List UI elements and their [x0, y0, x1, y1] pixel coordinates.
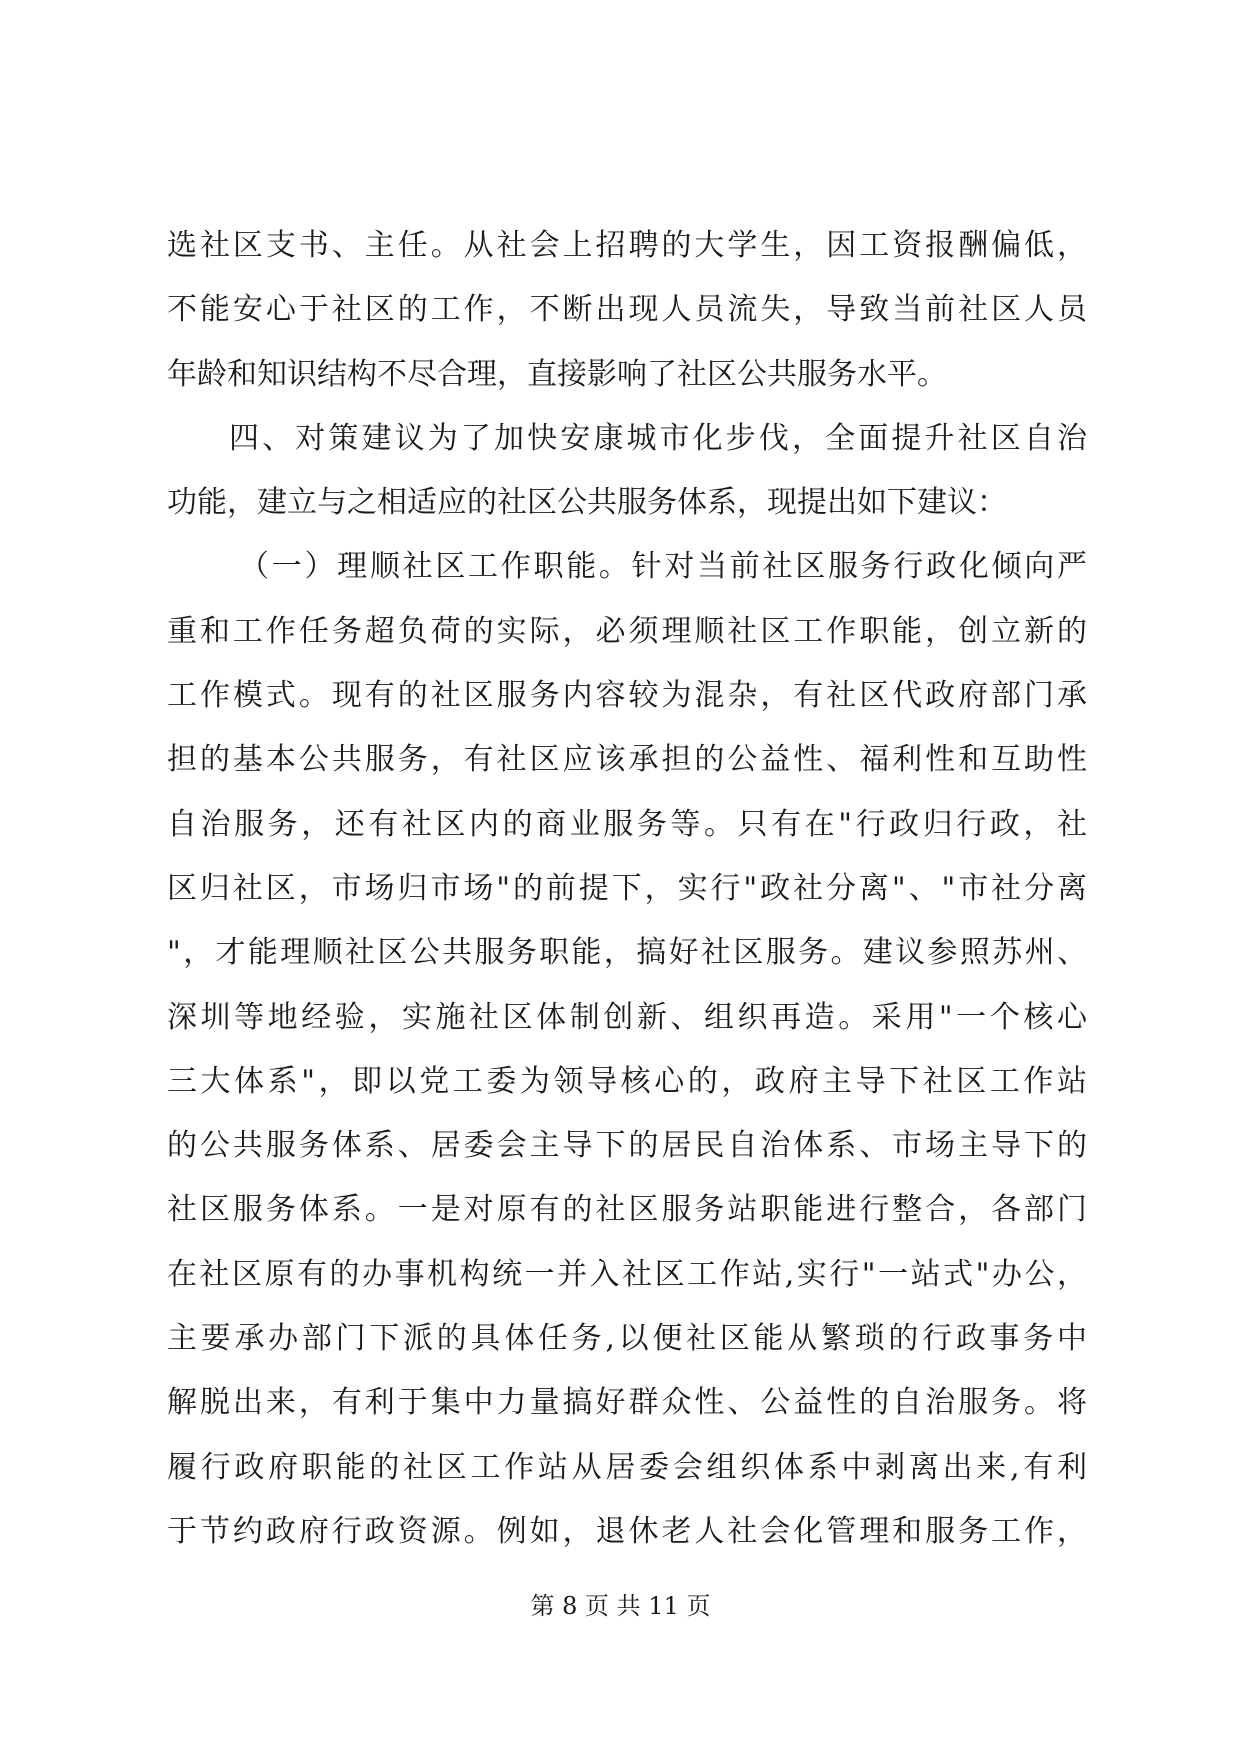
text-line: 自治服务，还有社区内的商业服务等。只有在"行政归行政，社 — [167, 806, 1087, 842]
text-line: 三大体系"，即以党工委为领导核心的，政府主导下社区工作站 — [167, 1063, 1087, 1099]
text-line: 区归社区，市场归市场"的前提下，实行"政社分离"、"市社分离 — [167, 870, 1087, 906]
subsection-heading-line: （一）理顺社区工作职能。针对当前社区服务行政化倾向严 — [239, 549, 1087, 585]
text-line: 担的基本公共服务，有社区应该承担的公益性、福利性和互助性 — [167, 742, 1087, 778]
text-line: 于节约政府行政资源。例如，退休老人社会化管理和服务工作， — [167, 1513, 1087, 1549]
text-line: 社区服务体系。一是对原有的社区服务站职能进行整合，各部门 — [167, 1192, 1087, 1228]
text-line: 工作模式。现有的社区服务内容较为混杂，有社区代政府部门承 — [167, 678, 1087, 714]
text-line: 不能安心于社区的工作，不断出现人员流失，导致当前社区人员 — [167, 292, 1087, 328]
text-line: 选社区支书、主任。从社会上招聘的大学生，因工资报酬偏低， — [167, 228, 1087, 263]
document-body — [167, 226, 1087, 1576]
text-line: 重和工作任务超负荷的实际，必须理顺社区工作职能，创立新的 — [167, 613, 1087, 649]
text-line: 年龄和知识结构不尽合理，直接影响了社区公共服务水平。 — [167, 356, 947, 392]
text-line: 履行政府职能的社区工作站从居委会组织体系中剥离出来,有利 — [167, 1449, 1087, 1485]
text-line: 的公共服务体系、居委会主导下的居民自治体系、市场主导下的 — [167, 1128, 1087, 1164]
text-line: 功能，建立与之相适应的社区公共服务体系，现提出如下建议： — [167, 485, 1007, 521]
text-line: "，才能理顺社区公共服务职能，搞好社区服务。建议参照苏州、 — [167, 935, 1087, 971]
text-line: 主要承办部门下派的具体任务,以便社区能从繁琐的行政事务中 — [167, 1321, 1087, 1357]
page-footer — [0, 1591, 1241, 1621]
text-line: 深圳等地经验，实施社区体制创新、组织再造。采用"一个核心 — [167, 999, 1087, 1035]
text-line: 在社区原有的办事机构统一并入社区工作站,实行"一站式"办公， — [167, 1256, 1087, 1292]
page-indicator: 第 8 页 共 11 页 — [530, 1592, 711, 1620]
section-heading-line: 四、对策建议为了加快安康城市化步伐，全面提升社区自治 — [229, 420, 1087, 456]
text-line: 解脱出来，有利于集中力量搞好群众性、公益性的自治服务。将 — [167, 1385, 1087, 1421]
